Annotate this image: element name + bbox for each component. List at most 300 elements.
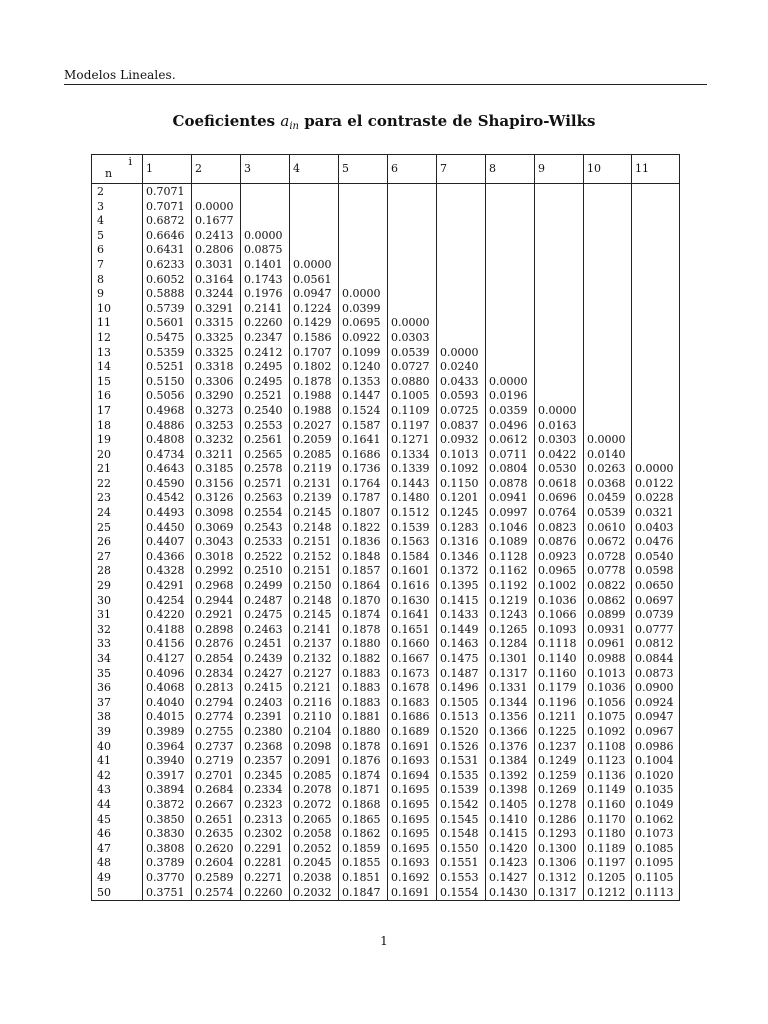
coefficient-cell: 0.4886 [143,419,192,434]
coefficient-cell: 0.0163 [535,419,584,434]
coefficient-cell: 0.1427 [486,871,535,886]
coefficient-cell: 0.3290 [192,389,241,404]
coefficient-cell [437,316,486,331]
row-label-n: 31 [97,608,111,622]
coefficient-cell: 0.0140 [584,448,632,463]
coefficient-cell: 0.3244 [192,287,241,302]
coefficient-cell [584,375,632,390]
running-header: Modelos Lineales. [64,68,176,82]
coefficient-cell: 0.2148 [290,594,339,609]
coefficient-cell [535,346,584,361]
coefficient-cell [535,375,584,390]
coefficient-cell: 0.1353 [339,375,388,390]
coefficient-cell: 0.1113 [632,886,680,901]
coefficient-cell [535,229,584,244]
coefficient-cell: 0.1802 [290,360,339,375]
coefficient-cell: 0.1093 [535,623,584,638]
coefficient-cell [437,258,486,273]
coefficient-cell: 0.1149 [584,783,632,798]
coefficient-cell [584,229,632,244]
coefficient-cell: 0.1123 [584,754,632,769]
coefficient-cell: 0.1524 [339,404,388,419]
coefficient-cell [584,273,632,288]
coefficient-cell: 0.7071 [143,184,192,200]
coefficient-cell [632,243,680,258]
coefficient-cell: 0.1075 [584,710,632,725]
coefficient-cell: 0.2391 [241,710,290,725]
coefficient-cell: 0.0844 [632,652,680,667]
coefficient-cell: 0.2072 [290,798,339,813]
coefficient-cell: 0.3808 [143,842,192,857]
coefficient-cell: 0.1553 [437,871,486,886]
row-label-n: 50 [97,885,111,899]
table-row [92,184,680,200]
coefficient-cell: 0.3751 [143,886,192,901]
row-label-n: 19 [97,433,111,447]
coefficient-cell: 0.4068 [143,681,192,696]
coefficient-cell: 0.1430 [486,886,535,901]
coefficient-cell: 0.1423 [486,856,535,871]
coefficient-cell: 0.1874 [339,608,388,623]
coefficient-cell: 0.2944 [192,594,241,609]
coefficient-cell: 0.0932 [437,433,486,448]
coefficient-cell: 0.1170 [584,813,632,828]
table-row [92,243,680,258]
coefficient-cell: 0.2150 [290,579,339,594]
table-row [92,535,680,550]
coefficient-cell: 0.4220 [143,608,192,623]
coefficient-cell: 0.1545 [437,813,486,828]
coefficient-cell: 0.1301 [486,652,535,667]
table-row [92,564,680,579]
coefficient-cell: 0.1372 [437,564,486,579]
coefficient-cell [241,184,290,200]
coefficient-cell: 0.2357 [241,754,290,769]
coefficient-cell: 0.1201 [437,491,486,506]
coefficient-cell: 0.1686 [339,448,388,463]
coefficient-cell: 0.2563 [241,491,290,506]
coefficient-cell: 0.0228 [632,491,680,506]
coefficient-cell [388,273,437,288]
table-row [92,477,680,492]
coefficient-cell [535,316,584,331]
coefficient-cell [339,229,388,244]
coefficient-cell [535,360,584,375]
coefficient-cell: 0.1271 [388,433,437,448]
table-row [92,740,680,755]
coefficient-cell: 0.1449 [437,623,486,638]
coefficient-cell: 0.1339 [388,462,437,477]
coefficient-cell: 0.3789 [143,856,192,871]
coefficient-cell: 0.2078 [290,783,339,798]
coefficient-cell: 0.1677 [192,214,241,229]
coefficient-cell [535,214,584,229]
coefficient-cell: 0.0812 [632,637,680,652]
coefficient-cell: 0.2834 [192,667,241,682]
coefficient-cell [388,258,437,273]
coefficient-cell [241,200,290,215]
title-suffix: para el contraste de Shapiro-Wilks [304,112,596,130]
coefficient-cell: 0.2119 [290,462,339,477]
coefficient-cell: 0.6431 [143,243,192,258]
coefficient-cell: 0.1346 [437,550,486,565]
coefficient-cell: 0.1691 [388,886,437,901]
coefficient-cell: 0.1876 [339,754,388,769]
coefficient-cell: 0.1062 [632,813,680,828]
page-number: 1 [380,934,388,948]
coefficient-cell: 0.1317 [535,886,584,901]
coefficient-cell: 0.0876 [535,535,584,550]
coefficient-cell: 0.0725 [437,404,486,419]
row-label-n: 7 [97,257,104,271]
coefficient-cell: 0.1584 [388,550,437,565]
coefficient-cell: 0.0000 [584,433,632,448]
coefficient-cell: 0.4643 [143,462,192,477]
coefficient-cell [584,302,632,317]
coefficient-cell: 0.0900 [632,681,680,696]
coefficient-cell: 0.1807 [339,506,388,521]
coefficient-cell: 0.1293 [535,827,584,842]
coefficient-cell: 0.2684 [192,783,241,798]
coefficient-cell: 0.0000 [192,200,241,215]
header-rule [64,84,707,85]
coefficient-cell: 0.2522 [241,550,290,565]
coefficient-cell: 0.1306 [535,856,584,871]
row-label-n: 21 [97,462,111,476]
coefficient-cell: 0.1036 [535,594,584,609]
coefficient-cell: 0.0359 [486,404,535,419]
table-row [92,229,680,244]
coefficient-cell: 0.1787 [339,491,388,506]
coefficient-cell: 0.2561 [241,433,290,448]
coefficient-cell: 0.2439 [241,652,290,667]
coefficient-cell: 0.0875 [241,243,290,258]
corner-cell [92,155,143,184]
coefficient-cell: 0.0530 [535,462,584,477]
coefficient-cell: 0.2091 [290,754,339,769]
table-row [92,200,680,215]
coefficient-cell [437,184,486,200]
coefficient-cell [632,433,680,448]
coefficient-cell: 0.0650 [632,579,680,594]
row-label-n: 37 [97,695,111,709]
coefficient-cell: 0.1868 [339,798,388,813]
coefficient-cell: 0.0196 [486,389,535,404]
coefficient-cell: 0.4450 [143,521,192,536]
coefficient-cell: 0.1443 [388,477,437,492]
coefficient-cell: 0.4542 [143,491,192,506]
coefficient-cell [339,258,388,273]
coefficient-cell [437,229,486,244]
coefficient-cell [584,258,632,273]
coefficient-cell: 0.1036 [584,681,632,696]
coefficient-cell: 0.1420 [486,842,535,857]
coefficient-cell [584,331,632,346]
coefficient-cell: 0.2131 [290,477,339,492]
coefficient-cell: 0.4590 [143,477,192,492]
coefficient-cell: 0.0403 [632,521,680,536]
coefficient-cell: 0.2137 [290,637,339,652]
coefficient-cell [290,184,339,200]
coefficient-cell [584,360,632,375]
coefficient-cell [486,287,535,302]
row-label-n: 29 [97,579,111,593]
coefficient-cell: 0.1487 [437,667,486,682]
coefficient-cell [437,273,486,288]
coefficient-cell [339,214,388,229]
coefficient-cell: 0.1630 [388,594,437,609]
coefficient-cell: 0.5475 [143,331,192,346]
table-row [92,696,680,711]
coefficient-cell: 0.1384 [486,754,535,769]
coefficient-cell: 0.6872 [143,214,192,229]
coefficient-cell: 0.0000 [535,404,584,419]
coefficient-cell: 0.5601 [143,316,192,331]
coefficient-cell [535,287,584,302]
coefficient-cell: 0.4127 [143,652,192,667]
table-row [92,550,680,565]
coefficient-cell: 0.1415 [486,827,535,842]
coefficient-cell: 0.1878 [339,740,388,755]
row-label-n: 45 [97,812,111,826]
coefficient-cell [584,200,632,215]
coefficient-cell: 0.1249 [535,754,584,769]
coefficient-cell: 0.2323 [241,798,290,813]
coefficient-cell: 0.6646 [143,229,192,244]
coefficient-cell: 0.2487 [241,594,290,609]
coefficient-cell: 0.0122 [632,477,680,492]
coefficient-cell: 0.1526 [437,740,486,755]
coefficient-cell: 0.1673 [388,667,437,682]
coefficient-cell: 0.1046 [486,521,535,536]
coefficient-cell [437,243,486,258]
coefficient-cell: 0.2495 [241,375,290,390]
coefficient-cell: 0.0778 [584,564,632,579]
coefficient-cell: 0.7071 [143,200,192,215]
column-header-4: 4 [290,155,339,184]
coefficient-cell [486,273,535,288]
coefficient-cell: 0.1150 [437,477,486,492]
coefficient-cell: 0.1870 [339,594,388,609]
coefficient-cell: 0.1211 [535,710,584,725]
table-row [92,448,680,463]
coefficient-cell: 0.2554 [241,506,290,521]
coefficient-cell: 0.4040 [143,696,192,711]
coefficient-cell: 0.1542 [437,798,486,813]
coefficient-cell [632,389,680,404]
coefficient-cell: 0.0422 [535,448,584,463]
row-label-n: 43 [97,783,111,797]
column-header-3: 3 [241,155,290,184]
coefficient-cell: 0.0923 [535,550,584,565]
coefficient-cell [584,404,632,419]
coefficient-cell: 0.2921 [192,608,241,623]
row-label-n: 9 [97,287,104,301]
coefficient-cell: 0.2413 [192,229,241,244]
coefficient-cell [486,214,535,229]
table-row [92,360,680,375]
coefficient-cell: 0.5056 [143,389,192,404]
coefficient-cell: 0.2553 [241,419,290,434]
coefficient-cell: 0.1224 [290,302,339,317]
row-label-n: 25 [97,520,111,534]
coefficient-cell: 0.2271 [241,871,290,886]
coefficient-cell [632,316,680,331]
coefficient-cell: 0.1240 [339,360,388,375]
coefficient-cell: 0.2813 [192,681,241,696]
coefficient-cell [535,331,584,346]
coefficient-cell: 0.5888 [143,287,192,302]
coefficient-cell [584,184,632,200]
coefficient-cell: 0.1316 [437,535,486,550]
coefficient-cell: 0.0459 [584,491,632,506]
coefficient-cell: 0.2141 [241,302,290,317]
coefficient-cell: 0.1092 [437,462,486,477]
coefficient-cell: 0.1551 [437,856,486,871]
row-label-n: 48 [97,856,111,870]
coefficient-cell [535,200,584,215]
coefficient-cell: 0.1881 [339,710,388,725]
coefficient-cell [632,287,680,302]
coefficient-cell: 0.2876 [192,637,241,652]
coefficient-cell: 0.0000 [632,462,680,477]
coefficient-cell: 0.2755 [192,725,241,740]
table-row [92,608,680,623]
coefficient-cell: 0.0000 [339,287,388,302]
coefficient-cell: 0.2451 [241,637,290,652]
coefficient-cell: 0.0997 [486,506,535,521]
coefficient-cell: 0.1480 [388,491,437,506]
coefficient-cell [632,214,680,229]
table-row [92,433,680,448]
coefficient-cell: 0.1395 [437,579,486,594]
column-header-5: 5 [339,155,388,184]
coefficient-cell: 0.1317 [486,667,535,682]
coefficient-cell [437,287,486,302]
coefficient-cell: 0.1859 [339,842,388,857]
coefficient-cell [290,229,339,244]
row-label-n: 42 [97,768,111,782]
coefficient-cell: 0.1099 [339,346,388,361]
column-header-1: 1 [143,155,192,184]
coefficient-cell: 0.1822 [339,521,388,536]
coefficient-cell: 0.0965 [535,564,584,579]
coefficient-cell: 0.1066 [535,608,584,623]
coefficient-cell [486,302,535,317]
coefficient-cell [339,243,388,258]
coefficient-cell [632,200,680,215]
coefficient-cell: 0.1988 [290,389,339,404]
coefficient-cell: 0.2151 [290,564,339,579]
coefficient-cell: 0.3253 [192,419,241,434]
coefficient-cell: 0.1743 [241,273,290,288]
coefficient-cell: 0.1864 [339,579,388,594]
coefficient-cell: 0.1693 [388,856,437,871]
coefficient-cell: 0.5150 [143,375,192,390]
coefficient-cell [632,448,680,463]
coefficient-cell [388,302,437,317]
coefficient-cell: 0.3126 [192,491,241,506]
row-label-n: 26 [97,535,111,549]
coefficient-cell: 0.2127 [290,667,339,682]
corner-label-n: n [105,167,113,181]
coefficient-cell: 0.1109 [388,404,437,419]
coefficient-cell: 0.1505 [437,696,486,711]
coefficient-cell: 0.1160 [535,667,584,682]
coefficient-cell: 0.2412 [241,346,290,361]
row-label-n: 16 [97,389,111,403]
coefficient-cell: 0.2145 [290,608,339,623]
row-label-n: 12 [97,330,111,344]
coefficient-cell: 0.2521 [241,389,290,404]
coefficient-cell [535,243,584,258]
coefficient-cell: 0.4188 [143,623,192,638]
coefficient-cell: 0.0000 [437,346,486,361]
coefficient-cell: 0.6233 [143,258,192,273]
coefficient-cell: 0.1988 [290,404,339,419]
coefficient-cell: 0.3894 [143,783,192,798]
coefficient-cell: 0.0941 [486,491,535,506]
coefficient-cell: 0.2368 [241,740,290,755]
coefficient-cell: 0.2774 [192,710,241,725]
coefficient-cell: 0.1245 [437,506,486,521]
coefficient-cell: 0.2121 [290,681,339,696]
coefficient-cell: 0.2968 [192,579,241,594]
coefficient-cell [632,273,680,288]
coefficient-cell: 0.4254 [143,594,192,609]
table-row [92,331,680,346]
coefficient-cell: 0.4291 [143,579,192,594]
coefficient-cell: 0.0540 [632,550,680,565]
coefficient-cell [632,184,680,200]
coefficient-cell: 0.2145 [290,506,339,521]
coefficient-cell: 0.1475 [437,652,486,667]
coefficient-cell: 0.2380 [241,725,290,740]
coefficient-cell [437,200,486,215]
coefficient-cell [388,184,437,200]
row-label-n: 32 [97,622,111,636]
coefficient-cell: 0.1180 [584,827,632,842]
coefficient-cell: 0.1531 [437,754,486,769]
coefficient-cell: 0.0000 [290,258,339,273]
column-header-8: 8 [486,155,535,184]
coefficient-cell [632,375,680,390]
row-label-n: 20 [97,447,111,461]
row-label-n: 8 [97,272,104,286]
table-row [92,214,680,229]
coefficient-cell: 0.1300 [535,842,584,857]
coefficient-cell: 0.0697 [632,594,680,609]
coefficient-cell: 0.1278 [535,798,584,813]
row-label-n: 24 [97,506,111,520]
coefficient-cell: 0.1550 [437,842,486,857]
coefficient-cell: 0.0618 [535,477,584,492]
title-symbol-subscript: in [289,121,299,132]
coefficient-cell: 0.1539 [388,521,437,536]
coefficient-cell: 0.2427 [241,667,290,682]
row-label-n: 15 [97,374,111,388]
coefficient-cell: 0.0988 [584,652,632,667]
coefficient-cell: 0.1035 [632,783,680,798]
coefficient-cell: 0.1095 [632,856,680,871]
coefficient-cell: 0.1205 [584,871,632,886]
title-prefix: Coeficientes [172,112,276,130]
row-label-n: 17 [97,403,111,417]
coefficient-cell [388,229,437,244]
coefficient-cell: 0.0728 [584,550,632,565]
coefficient-cell: 0.1286 [535,813,584,828]
row-label-n: 47 [97,841,111,855]
